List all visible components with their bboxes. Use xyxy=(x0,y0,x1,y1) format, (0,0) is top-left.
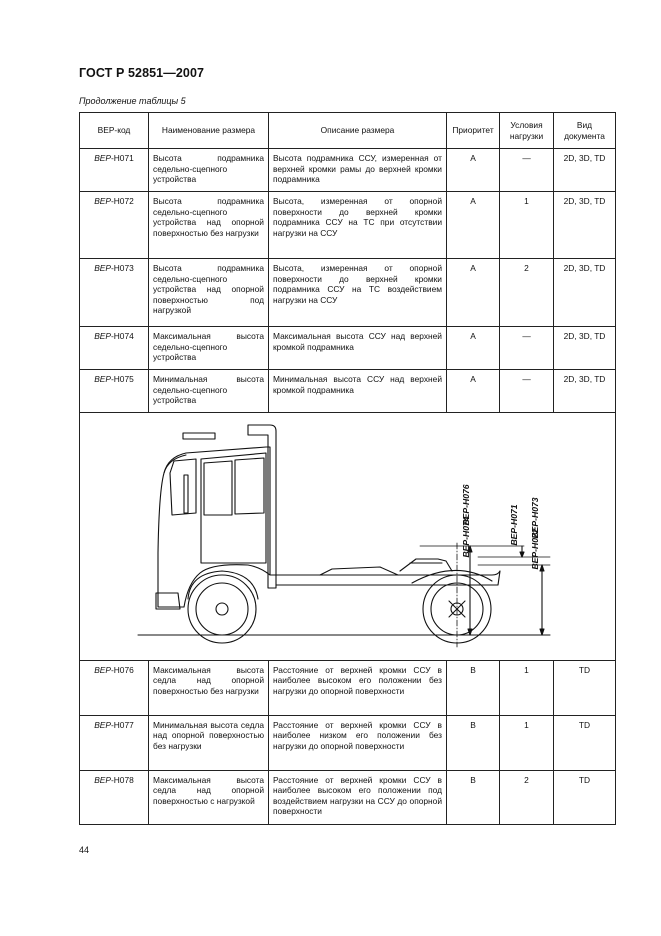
row-priority: B xyxy=(447,770,500,824)
row-load: 2 xyxy=(500,259,554,327)
truck-dimension-drawing xyxy=(80,413,614,657)
row-name: Высота подрамника седельно-сцепного устройства xyxy=(149,149,269,192)
column-header-priority: Приоритет xyxy=(447,113,500,149)
table-row xyxy=(80,660,616,715)
row-doc-type: 2D, 3D, TD xyxy=(554,370,616,413)
table-continuation-caption: Продолжение таблицы 5 xyxy=(79,96,186,106)
label-h076: BEP-H076 xyxy=(461,484,471,526)
front-hub xyxy=(216,603,228,615)
row-name: Минимальная высота седла над опорной поверхностью без нагрузки xyxy=(149,715,269,770)
dim-arrow xyxy=(468,629,472,635)
row-description: Высота подрамника ССУ, измеренная от верхней кромки рамы до верхней кромки подрамника xyxy=(269,149,447,192)
code-suffix: -H074 xyxy=(110,331,134,341)
door-window-left xyxy=(204,461,232,515)
cab-windshield xyxy=(170,459,196,515)
front-rim xyxy=(196,583,248,635)
row-doc-type: TD xyxy=(554,770,616,824)
code-prefix: BEP xyxy=(94,153,111,163)
code-suffix: -H076 xyxy=(110,664,134,675)
row-priority: A xyxy=(447,192,500,259)
code-prefix: BEP xyxy=(94,719,111,730)
row-load: — xyxy=(500,370,554,413)
door-window-right xyxy=(235,458,264,514)
code-prefix: BEP xyxy=(94,196,111,206)
row-doc-type: 2D, 3D, TD xyxy=(554,192,616,259)
roof-marker xyxy=(183,433,215,439)
row-priority: A xyxy=(447,327,500,370)
cab-door xyxy=(201,453,266,563)
table-header-row xyxy=(80,113,616,149)
column-header-doc-type: Вид документа xyxy=(554,113,616,149)
row-description: Высота, измеренная от опорной поверхности до верхней кромки подрамника ССУ на ТС воздействием нагрузки на ССУ xyxy=(269,259,447,327)
row-priority: B xyxy=(447,660,500,715)
code-suffix: -H073 xyxy=(110,263,134,273)
row-description: Высота, измеренная от опорной поверхности до верхней кромки подрамника ССУ на ТС при отсутствии нагрузки на ССУ xyxy=(269,192,447,259)
row-name: Максимальная высота седельно-сцепного устройства xyxy=(149,327,269,370)
row-doc-type: TD xyxy=(554,660,616,715)
row-name: Высота подрамника седельно-сцепного устройства над опорной поверхностью без нагрузки xyxy=(149,192,269,259)
code-suffix: -H072 xyxy=(110,196,134,206)
row-load: — xyxy=(500,327,554,370)
row-priority: A xyxy=(447,259,500,327)
row-name: Максимальная высота седла над опорной поверхностью с нагрузкой xyxy=(149,770,269,824)
row-priority: A xyxy=(447,149,500,192)
row-description: Расстояние от верхней кромки ССУ в наиболее низком его положении без нагрузки до опорной поверхности xyxy=(269,715,447,770)
label-h073: BEP-H073 xyxy=(530,497,540,539)
rear-fender xyxy=(412,570,492,583)
table-row xyxy=(80,149,616,192)
column-header-load: Условия нагрузки xyxy=(500,113,554,149)
row-priority: B xyxy=(447,715,500,770)
table-row xyxy=(80,770,616,824)
table-row xyxy=(80,715,616,770)
row-name: Максимальная высота седла над опорной поверхностью без нагрузки xyxy=(149,660,269,715)
figure-cell xyxy=(80,413,616,661)
front-tire xyxy=(188,575,256,643)
row-doc-type: 2D, 3D, TD xyxy=(554,259,616,327)
mirror xyxy=(184,475,188,513)
row-load: 1 xyxy=(500,660,554,715)
dimensions-table xyxy=(79,112,616,825)
code-suffix: -H077 xyxy=(110,719,134,730)
table-row xyxy=(80,327,616,370)
table-row xyxy=(80,370,616,413)
page-number: 44 xyxy=(79,845,90,855)
dim-arrow xyxy=(540,565,544,571)
row-name: Высота подрамника седельно-сцепного устройства над опорной поверхностью под нагрузкой xyxy=(149,259,269,327)
row-doc-type: TD xyxy=(554,715,616,770)
figure-row xyxy=(80,413,616,661)
row-description: Минимальная высота ССУ над верхней кромкой подрамника xyxy=(269,370,447,413)
row-code xyxy=(80,149,149,192)
label-h072: BEP-H072 xyxy=(530,528,540,570)
row-doc-type: 2D, 3D, TD xyxy=(554,149,616,192)
row-description: Расстояние от верхней кромки ССУ в наиболее высоком его положении без нагрузки до опорной поверхности xyxy=(269,660,447,715)
table-row xyxy=(80,259,616,327)
row-load: 2 xyxy=(500,770,554,824)
row-load: — xyxy=(500,149,554,192)
column-header-code: BEP-код xyxy=(80,113,149,149)
row-load: 1 xyxy=(500,192,554,259)
code-prefix: BEP xyxy=(94,664,111,675)
row-code xyxy=(80,370,149,413)
cab-outline xyxy=(158,447,270,607)
code-prefix: BEP xyxy=(94,331,111,341)
code-prefix: BEP xyxy=(94,774,111,785)
row-code xyxy=(80,770,149,824)
row-load: 1 xyxy=(500,715,554,770)
row-code xyxy=(80,660,149,715)
code-suffix: -H071 xyxy=(110,153,134,163)
row-code xyxy=(80,259,149,327)
row-priority: A xyxy=(447,370,500,413)
label-h071: BEP-H071 xyxy=(509,504,519,546)
fifth-wheel xyxy=(400,559,452,571)
column-header-name: Наименование размера xyxy=(149,113,269,149)
code-prefix: BEP xyxy=(94,263,111,273)
row-doc-type: 2D, 3D, TD xyxy=(554,327,616,370)
code-suffix: -H078 xyxy=(110,774,134,785)
code-suffix: -H075 xyxy=(110,374,134,384)
row-code xyxy=(80,327,149,370)
row-description: Расстояние от верхней кромки ССУ в наиболее высоком его положении под воздействием нагрузки на ССУ до опорной поверхности xyxy=(269,770,447,824)
row-description: Максимальная высота ССУ над верхней кромкой подрамника xyxy=(269,327,447,370)
document-title: ГОСТ Р 52851—2007 xyxy=(79,66,205,80)
table-row xyxy=(80,192,616,259)
dim-arrow xyxy=(540,629,544,635)
column-header-description: Описание размера xyxy=(269,113,447,149)
chassis-bracket xyxy=(320,567,398,575)
dim-arrow xyxy=(520,552,524,557)
row-code xyxy=(80,715,149,770)
row-name: Минимальная высота седельно-сцепного устройства xyxy=(149,370,269,413)
label-h074: BEP-H074 xyxy=(461,516,471,558)
code-prefix: BEP xyxy=(94,374,111,384)
row-code xyxy=(80,192,149,259)
chassis-frame xyxy=(270,571,500,585)
